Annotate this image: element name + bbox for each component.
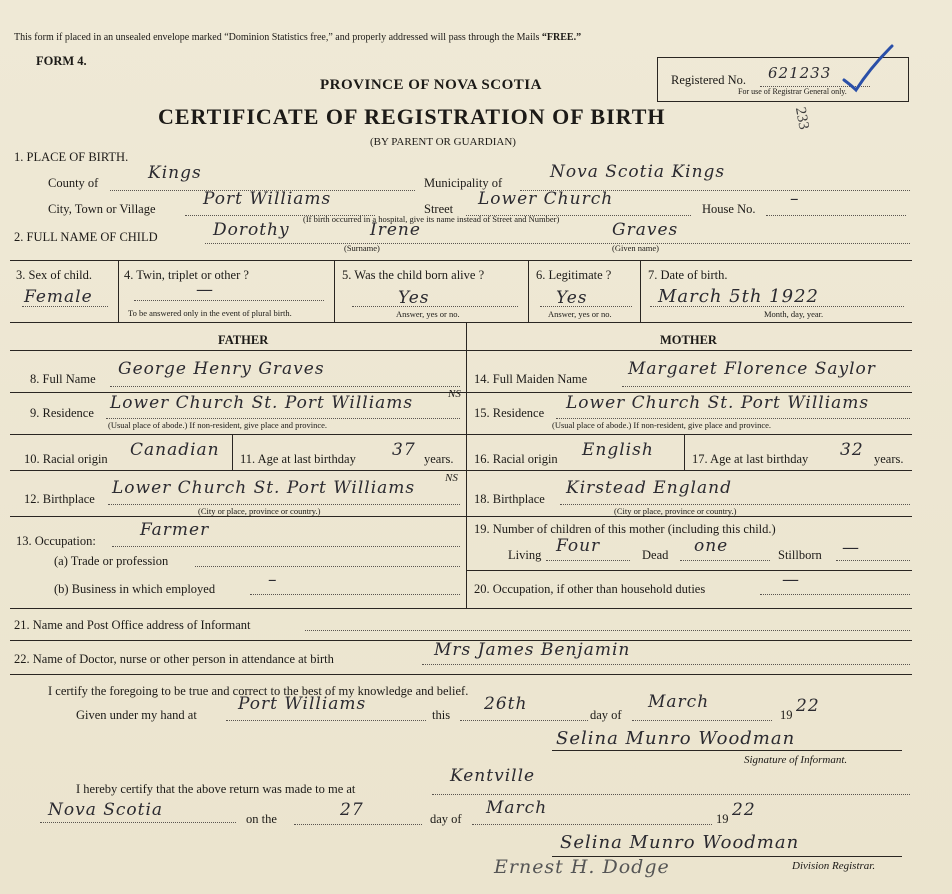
mother-name: Margaret Florence Saylor [628, 359, 876, 379]
alive-label: 5. Was the child born alive ? [342, 268, 485, 282]
father-birthplace-line [108, 504, 460, 505]
twin-value: — [196, 280, 214, 300]
rule-mother-5 [466, 570, 912, 571]
surname-caption: (Surname) [344, 243, 380, 253]
father-birthplace-note: (City or place, province or country.) [198, 506, 321, 516]
attendant-name: Mrs James Benjamin [434, 640, 631, 660]
sex-line [22, 306, 108, 307]
certify-statement: I certify the foregoing to be true and correct to the best of my knowledge and belief. [48, 684, 469, 698]
city-value: Port Williams [203, 189, 332, 209]
county-label: County of [48, 176, 99, 190]
registrar-use-note: For use of Registrar General only. [738, 87, 847, 96]
registrar-day-of-label: day of [430, 812, 462, 826]
given-place-line [226, 720, 426, 721]
divider-1 [118, 260, 119, 322]
mother-age-label: 17. Age at last birthday [692, 452, 809, 466]
father-residence: Lower Church St. Port Williams [110, 393, 414, 413]
street-label: Street [424, 202, 454, 216]
municipality-label: Municipality of [424, 176, 503, 190]
sex-label: 3. Sex of child. [16, 268, 93, 282]
mother-birthplace-line [560, 504, 910, 505]
legit-note: Answer, yes or no. [548, 309, 612, 319]
dead-label: Dead [642, 548, 669, 562]
rule-mother-4 [466, 516, 912, 517]
father-occupation: Farmer [140, 520, 210, 540]
father-trade-label: (a) Trade or profession [54, 554, 169, 568]
registrar-place-line [432, 794, 910, 795]
place-of-birth-heading: 1. PLACE OF BIRTH. [14, 150, 129, 164]
father-age: 37 [392, 440, 416, 460]
mother-children-label: 19. Number of children of this mother (including this child.) [474, 522, 776, 536]
registrar-day-line [294, 824, 422, 825]
mother-years: years. [874, 452, 904, 466]
dead-line [680, 560, 770, 561]
divider-4 [640, 260, 641, 322]
father-heading: FATHER [218, 333, 269, 347]
legit-value: Yes [556, 288, 588, 308]
given-name-caption: (Given name) [612, 243, 659, 253]
registrar-statement: I hereby certify that the above return was made to me at [76, 782, 356, 796]
rule-father-4 [10, 516, 466, 517]
father-name-line [110, 386, 460, 387]
day-of-label: day of [590, 708, 622, 722]
living-value: Four [556, 536, 601, 556]
father-residence-note: (Usual place of abode.) If non-resident, give place and province. [108, 420, 328, 430]
divider-2 [334, 260, 335, 322]
house-value: – [790, 189, 800, 209]
father-years: years. [424, 452, 454, 466]
house-line [766, 215, 906, 216]
informant-signature: Selina Munro Woodman [556, 728, 796, 749]
on-the-label: on the [246, 812, 277, 826]
mother-residence-label: 15. Residence [474, 406, 545, 420]
father-residence-suffix: NS [448, 388, 461, 400]
divider-father-age [232, 434, 233, 470]
legit-line [540, 306, 632, 307]
informant-signature-caption: Signature of Informant. [744, 754, 848, 766]
father-birthplace-label: 12. Birthplace [24, 492, 95, 506]
mother-residence-line [556, 418, 910, 419]
child-first-name: Dorothy [213, 220, 290, 240]
alive-note: Answer, yes or no. [396, 309, 460, 319]
father-name-label: 8. Full Name [30, 372, 96, 386]
stillborn-label: Stillborn [778, 548, 822, 562]
mother-name-line [622, 386, 910, 387]
father-business-line [250, 594, 460, 595]
mother-occupation-line [760, 594, 910, 595]
attendant-label: 22. Name of Doctor, nurse or other person in attendance at birth [14, 652, 334, 666]
father-business-label: (b) Business in which employed [54, 582, 216, 596]
divider-mother-age [684, 434, 685, 470]
mother-residence: Lower Church St. Port Williams [566, 393, 870, 413]
rule-attendant-bottom [10, 674, 912, 675]
rule-bottom-row3 [10, 322, 912, 323]
given-place: Port Williams [238, 694, 367, 714]
mother-occupation-label: 20. Occupation, if other than household duties [474, 582, 706, 596]
mail-note-free: “FREE.” [541, 32, 582, 43]
registrar-month-line [472, 824, 712, 825]
rule-father-2 [10, 434, 466, 435]
checkmark-icon [842, 40, 898, 96]
given-label: Given under my hand at [76, 708, 197, 722]
rule-parents-heading [10, 350, 912, 351]
father-age-label: 11. Age at last birthday [240, 452, 356, 466]
county-value: Kings [148, 163, 202, 183]
father-occupation-label: 13. Occupation: [16, 534, 96, 548]
mother-birthplace-label: 18. Birthplace [474, 492, 545, 506]
rule-mother-2 [466, 434, 912, 435]
this-label: this [432, 708, 451, 722]
registrar-year: 22 [732, 800, 756, 820]
father-residence-line [106, 418, 460, 419]
registrar-year-prefix: 19 [716, 812, 729, 826]
mother-heading: MOTHER [660, 333, 717, 347]
certificate-title: CERTIFICATE OF REGISTRATION OF BIRTH [158, 104, 666, 129]
stamp-number: 233 [791, 105, 812, 131]
given-month: March [648, 692, 710, 712]
division-registrar-caption: Division Registrar. [792, 860, 876, 872]
father-birthplace: Lower Church St. Port Williams [112, 478, 416, 498]
mother-birthplace: Kirstead England [566, 478, 732, 498]
mail-note-text: This form if placed in an unsealed envelope marked “Dominion Statistics free,” and properly addressed will pass through the Mails [14, 32, 540, 43]
year-prefix: 19 [780, 708, 793, 722]
registered-label: Registered No. [671, 73, 746, 87]
attendant-line [422, 664, 910, 665]
house-label: House No. [702, 202, 756, 216]
registrar-province: Nova Scotia [48, 800, 164, 820]
mail-note [14, 32, 581, 43]
rule-mother-3 [466, 470, 912, 471]
mother-age: 32 [840, 440, 864, 460]
child-name-label: 2. FULL NAME OF CHILD [14, 230, 158, 244]
father-racial-label: 10. Racial origin [24, 452, 108, 466]
father-trade-line [195, 566, 460, 567]
sex-value: Female [24, 287, 93, 307]
father-racial: Canadian [130, 440, 220, 460]
father-birthplace-suffix: NS [445, 472, 458, 484]
given-day-line [460, 720, 588, 721]
registrar-signature-1: Selina Munro Woodman [560, 832, 800, 853]
date-line [650, 306, 904, 307]
mother-name-label: 14. Full Maiden Name [474, 372, 588, 386]
registrar-month: March [486, 798, 548, 818]
living-label: Living [508, 548, 542, 562]
date-label: 7. Date of birth. [648, 268, 728, 282]
registrar-place: Kentville [450, 766, 536, 786]
street-value: Lower Church [478, 189, 614, 209]
divider-parents [466, 322, 467, 608]
registered-number: 621233 [768, 64, 832, 82]
city-label: City, Town or Village [48, 202, 156, 216]
rule-informant-top [10, 608, 912, 609]
rule-father-3 [10, 470, 466, 471]
alive-line [352, 306, 518, 307]
given-day: 26th [484, 694, 528, 714]
date-value: March 5th 1922 [658, 286, 819, 307]
stillborn-line [836, 560, 910, 561]
divider-3 [528, 260, 529, 322]
given-year: 22 [796, 696, 820, 716]
province-title: PROVINCE OF NOVA SCOTIA [320, 77, 542, 93]
twin-line [134, 300, 324, 301]
registrar-province-line [40, 822, 236, 823]
registrar-day: 27 [340, 800, 364, 820]
father-residence-label: 9. Residence [30, 406, 94, 420]
mother-birthplace-note: (City or place, province or country.) [614, 506, 737, 516]
living-line [546, 560, 630, 561]
registrar-signature-2: Ernest H. Dodge [494, 856, 670, 878]
given-month-line [632, 720, 772, 721]
twin-label: 4. Twin, triplet or other ? [124, 268, 249, 282]
twin-note: To be answered only in the event of plural birth. [128, 308, 292, 318]
informant-signature-line [552, 750, 902, 751]
form-number: FORM 4. [36, 54, 87, 68]
certificate-subtitle: (BY PARENT OR GUARDIAN) [370, 136, 516, 148]
child-name-line [205, 243, 910, 244]
dead-value: one [694, 536, 729, 556]
mother-racial: English [582, 440, 654, 460]
legit-label: 6. Legitimate ? [536, 268, 612, 282]
father-business: – [268, 570, 278, 590]
municipality-value: Nova Scotia Kings [550, 162, 726, 182]
child-surname: Graves [612, 220, 679, 240]
alive-value: Yes [398, 288, 430, 308]
mother-racial-label: 16. Racial origin [474, 452, 558, 466]
child-middle-name: Irene [370, 220, 421, 240]
father-occupation-line [112, 546, 460, 547]
stillborn-value: — [842, 538, 860, 558]
date-note: Month, day, year. [764, 309, 824, 319]
father-name: George Henry Graves [118, 359, 325, 379]
hospital-note: (If birth occurred in a hospital, give its name instead of Street and Number) [303, 214, 560, 224]
mother-residence-note: (Usual place of abode.) If non-resident, give place and province. [552, 420, 772, 430]
rule-top-row3 [10, 260, 912, 261]
informant-label: 21. Name and Post Office address of Informant [14, 618, 251, 632]
informant-line [305, 630, 910, 631]
mother-occupation: — [782, 570, 800, 590]
